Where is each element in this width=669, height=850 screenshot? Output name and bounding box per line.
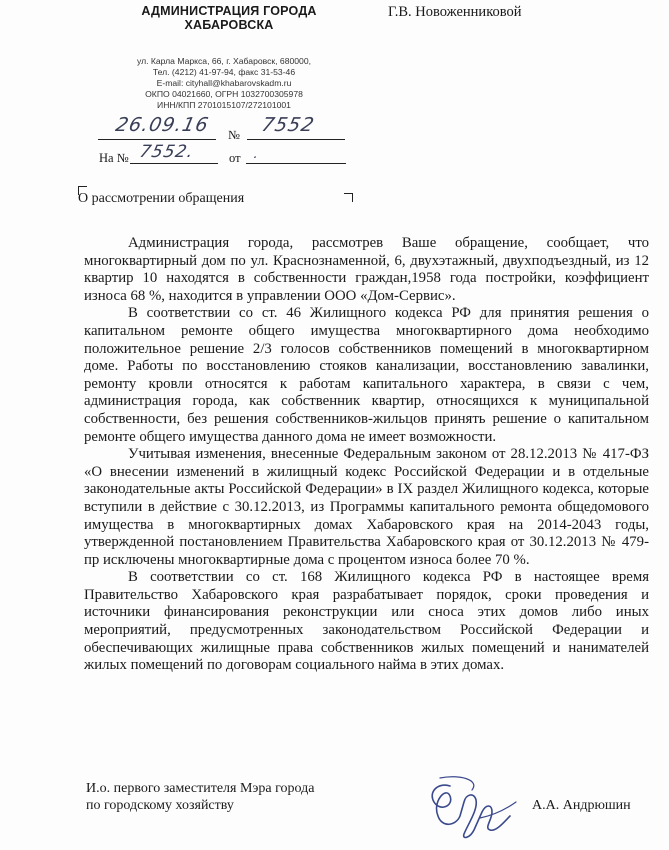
signatory-position-line2: по городскому хозяйству <box>86 798 234 813</box>
org-phone: Тел. (4212) 41-97-94, факс 31-53-46 <box>152 67 296 77</box>
org-okpo: ОКПО 04021660, ОГРН 1032700305978 <box>145 89 303 99</box>
org-email: E-mail: cityhall@khabarovskadm.ru <box>156 78 292 88</box>
org-name-line2: ХАБАРОВСКА <box>184 18 274 32</box>
org-name-line1: АДМИНИСТРАЦИЯ ГОРОДА <box>141 4 317 18</box>
letter-body <box>84 235 649 675</box>
org-address: ул. Карла Маркса, 66, г. Хабаровск, 680000, <box>136 56 311 66</box>
handwritten-signature <box>420 772 520 846</box>
subject-line: О рассмотрении обращения <box>78 191 245 206</box>
signatory-name: А.А. Андрюшин <box>532 798 631 813</box>
recipient-name: Г.В. Новоженниковой <box>388 4 522 20</box>
handwritten-date: 26.09.16 <box>113 114 211 136</box>
body-paragraph-4: В соответствии со ст. 168 Жилищного кодекса РФ в настоящее время Правительство Хабаровского края разрабатывает порядок, сроки проведения и источники финансирования реконструкции или сноса этих домов либо иных мероприятий, предусмотренных законодательством Российской Федерации и обеспечивающих жилищные права собственников жилых помещений и нанимателей жилых помещений по договорам социального найма в этих домах. <box>84 569 649 674</box>
date-underline <box>98 139 216 140</box>
body-paragraph-2: В соответствии со ст. 46 Жилищного кодекса РФ для принятия решения о капитальном ремонте общего имущества многоквартирного дома необходимо положительное решение 2/3 голосов собственников помещений в многоквартирном доме. Работы по восстановлению стояков канализации, восстановлению завалинки, ремонту кровли относятся к работам капитального характера, в связи с чем, администрация города, как собственник квартир, относящихся к муниципальной собственности, без решения собственников-жильцов принять решение о капитальном ремонте общего имущества данного дома не имеет возможности. <box>84 305 649 445</box>
reply-label: На № <box>99 151 129 165</box>
org-inn: ИНН/КПП 2701015107/272101001 <box>157 100 291 110</box>
from-label: от <box>229 151 241 165</box>
handwritten-from: . <box>252 147 261 162</box>
subject-corner-right <box>344 193 353 202</box>
body-paragraph-1: Администрация города, рассмотрев Ваше обращение, сообщает, что многоквартирный дом по ул. Краснознаменной, 6, двухэтажный, двухподъездный, из 12 квартир 10 находятся в собственности граждан,1958 года постройки, коэффициент износа 68 %, находится в управлении ООО «Дом-Сервис». <box>84 235 649 304</box>
handwritten-reply-number: 7552. <box>137 142 196 162</box>
body-paragraph-3: Учитывая изменения, внесенные Федеральным законом от 28.12.2013 № 417-ФЗ «О внесении изменений в жилищный кодекс Российской Федерации и в отдельные законодательные акты Российской Федерации» в IX раздел Жилищного кодекса, которые вступили в действие с 30.12.2013, из Программы капитального ремонта общедомового имущества в многоквартирных домах Хабаровского края на 2014-2043 годы, утвержденной постановлением Правительства Хабаровского края от 30.12.2013 № 479-пр исключены многоквартирные дома с процентом износа более 70 %. <box>84 446 649 568</box>
reply-underline <box>130 163 218 164</box>
number-label: № <box>228 128 240 142</box>
number-underline <box>247 139 345 140</box>
signatory-position-line1: И.о. первого заместителя Мэра города <box>86 781 315 796</box>
from-underline <box>246 163 346 164</box>
handwritten-number: 7552 <box>259 114 317 136</box>
